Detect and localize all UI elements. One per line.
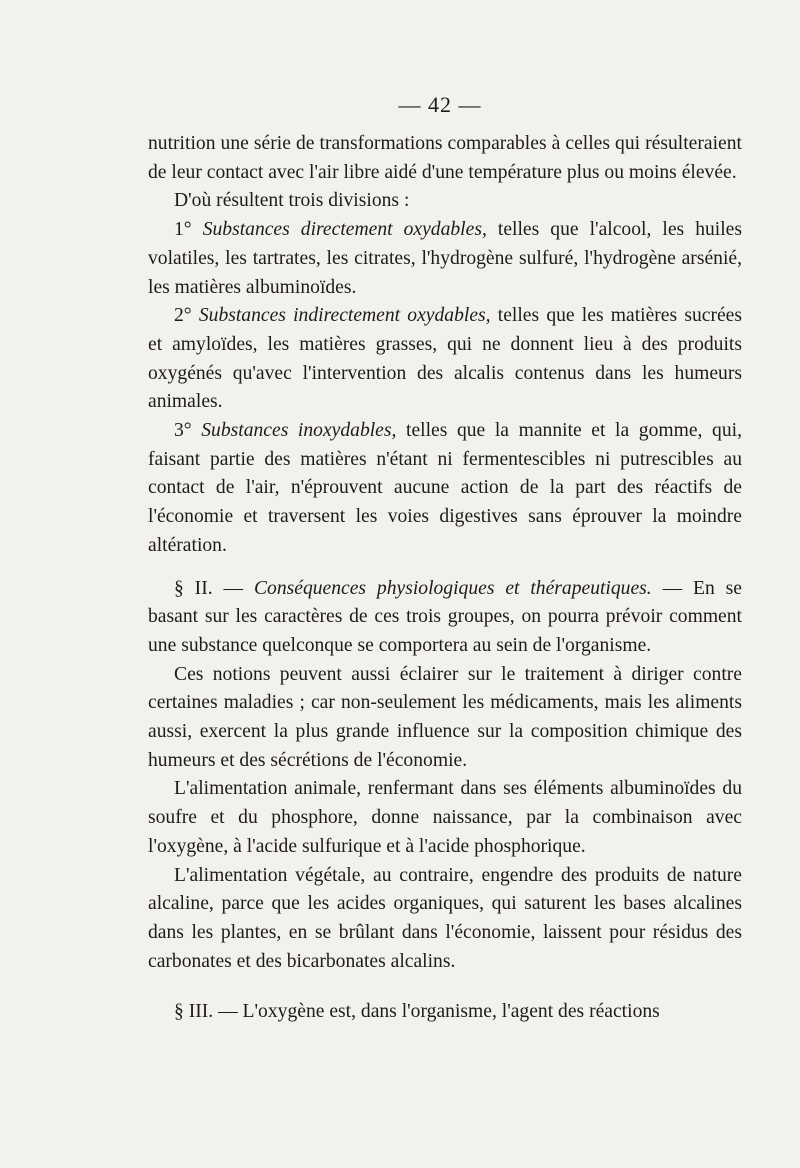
page-number: — 42 — [398,92,482,117]
paragraph-division-3 [148,417,742,561]
division-1-text: telles que l'alcool, les huiles volatiles, les tartrates, les citrates, l'hydrogène sulfuré, l'hydrogène arsénié, les matières albuminoïdes. [148,219,742,298]
paragraph-animal-diet: L'alimentation animale, renfermant dans ses éléments albuminoïdes du soufre et du phosphore, donne naissance, par la combinaison avec l'oxygène, à l'acide sulfurique et à l'acide phosphorique. [148,778,742,857]
paragraph-notions: Ces notions peuvent aussi éclairer sur le traitement à diriger contre certaines maladies ; car non-seulement les médicaments, mais les aliments aussi, exercent la plus grande influence sur la composition chimique des humeurs et des sécrétions de l'économie. [148,663,742,771]
division-1-number: 1° [174,219,192,241]
division-3-text: telles que la mannite et la gomme, qui, faisant partie des matières n'étant ni fermentescibles ni putrescibles au contact de l'air, n'éprouvent aucune action de la part des réactifs de l'économie et traversent les voies digestives sans éprouver la moindre altération. [148,420,742,556]
division-2-title: Substances indirectement oxydables, [198,305,491,327]
division-1-title: Substances directement oxydables, [202,219,487,241]
page-body [148,130,742,1027]
section-2-number: § II. — [174,577,244,599]
paragraph-division-1 [148,216,742,302]
section-2-text: — En se basant sur les caractères de ces trois groupes, on pourra prévoir comment une substance quelconque se comportera au sein de l'organisme. [148,577,742,656]
section-2-paragraph [148,575,742,661]
paragraph-division-2 [148,302,742,417]
division-3-title: Substances inoxydables, [201,420,397,442]
division-3-number: 3° [174,420,192,442]
paragraph-continuation: nutrition une série de transformations comparables à celles qui résulteraient de leur contact avec l'air libre aidé d'une température plus ou moins élevée. [148,133,742,183]
paragraph-vegetable-diet: L'alimentation végétale, au contraire, engendre des produits de nature alcaline, parce que les acides organiques, qui saturent les bases alcalines dans les plantes, en se brûlant dans l'économie, laissent pour résidus des carbonates et des bicarbonates alcalins. [148,864,742,972]
division-2-text: telles que les matières sucrées et amyloïdes, les matières grasses, qui ne donnent lieu à des produits oxygénés qu'avec l'intervention des alcalis contenus dans les humeurs animales. [148,305,742,413]
section-2-title: Conséquences physiologiques et thérapeutiques. [253,577,652,599]
section-3-paragraph: § III. — L'oxygène est, dans l'organisme, l'agent des réactions [174,1001,660,1023]
division-2-number: 2° [174,305,192,327]
paragraph-divisions-intro: D'où résultent trois divisions : [174,190,410,212]
